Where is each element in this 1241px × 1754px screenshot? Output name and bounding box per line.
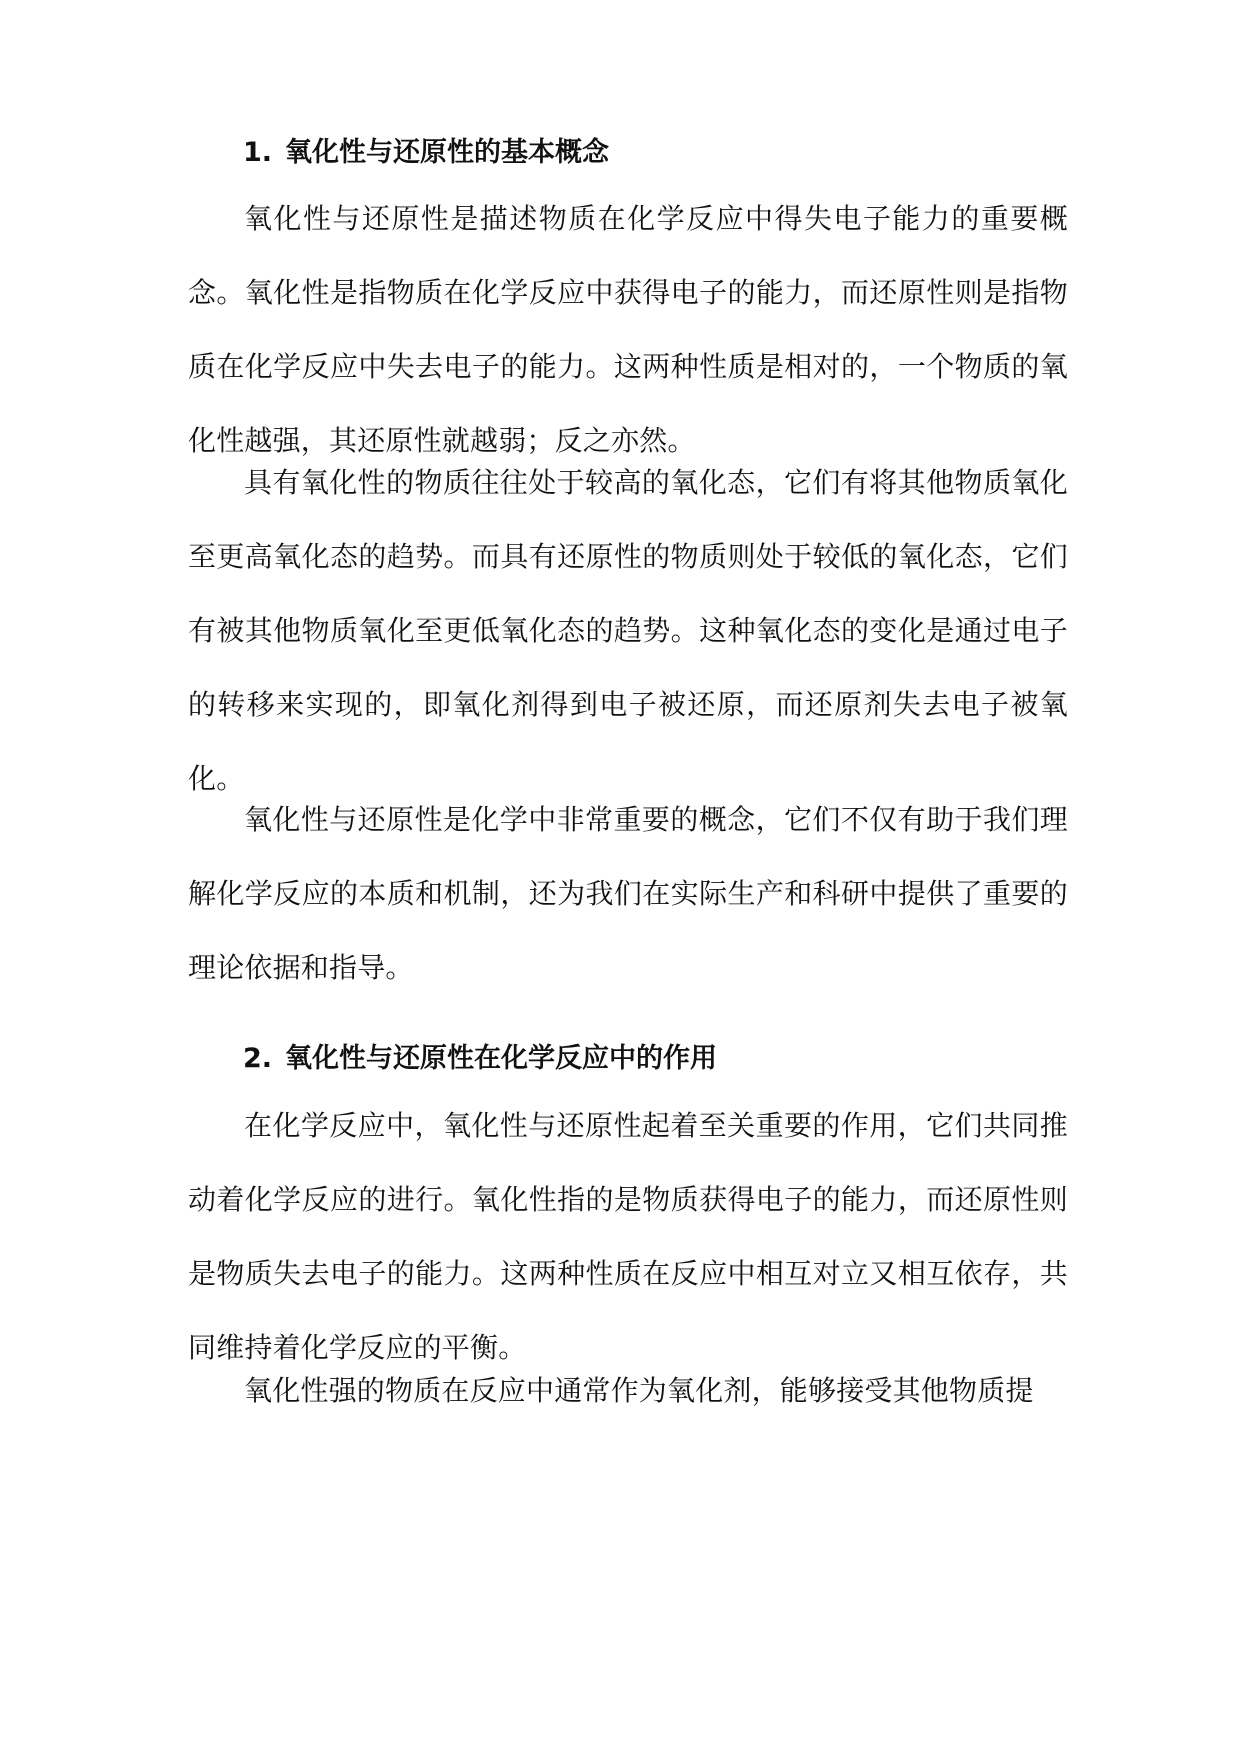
section-1-paragraph-2: 具有氧化性的物质往往处于较高的氧化态，它们有将其他物质氧化至更高氧化态的趋势。而具有还原性的物质则处于较低的氧化态，它们有被其他物质氧化至更低氧化态的趋势。这种氧化态的变化是通过电子的转移来实现的，即氧化剂得到电子被还原，而还原剂失去电子被氧化。 (188, 466, 1068, 795)
section-1-number: 1. (243, 137, 273, 168)
section-1-paragraph-1: 氧化性与还原性是描述物质在化学反应中得失电子能力的重要概念。氧化性是指物质在化学反应中获得电子的能力，而还原性则是指物质在化学反应中失去电子的能力。这两种性质是相对的，一个物质的氧化性越强，其还原性就越弱；反之亦然。 (188, 202, 1068, 457)
section-2-paragraph-2: 氧化性强的物质在反应中通常作为氧化剂，能够接受其他物质提 (244, 1374, 1034, 1407)
section-2-paragraph-1: 在化学反应中，氧化性与还原性起着至关重要的作用，它们共同推动着化学反应的进行。氧化性指的是物质获得电子的能力，而还原性则是物质失去电子的能力。这两种性质在反应中相互对立又相互依存，共同维持着化学反应的平衡。 (188, 1109, 1068, 1364)
section-2-title: 氧化性与还原性在化学反应中的作用 (285, 1043, 717, 1074)
section-1-title: 氧化性与还原性的基本概念 (285, 137, 609, 168)
section-1-paragraph-3: 氧化性与还原性是化学中非常重要的概念，它们不仅有助于我们理解化学反应的本质和机制，还为我们在实际生产和科研中提供了重要的理论依据和指导。 (188, 803, 1068, 984)
section-2-number: 2. (243, 1043, 273, 1074)
